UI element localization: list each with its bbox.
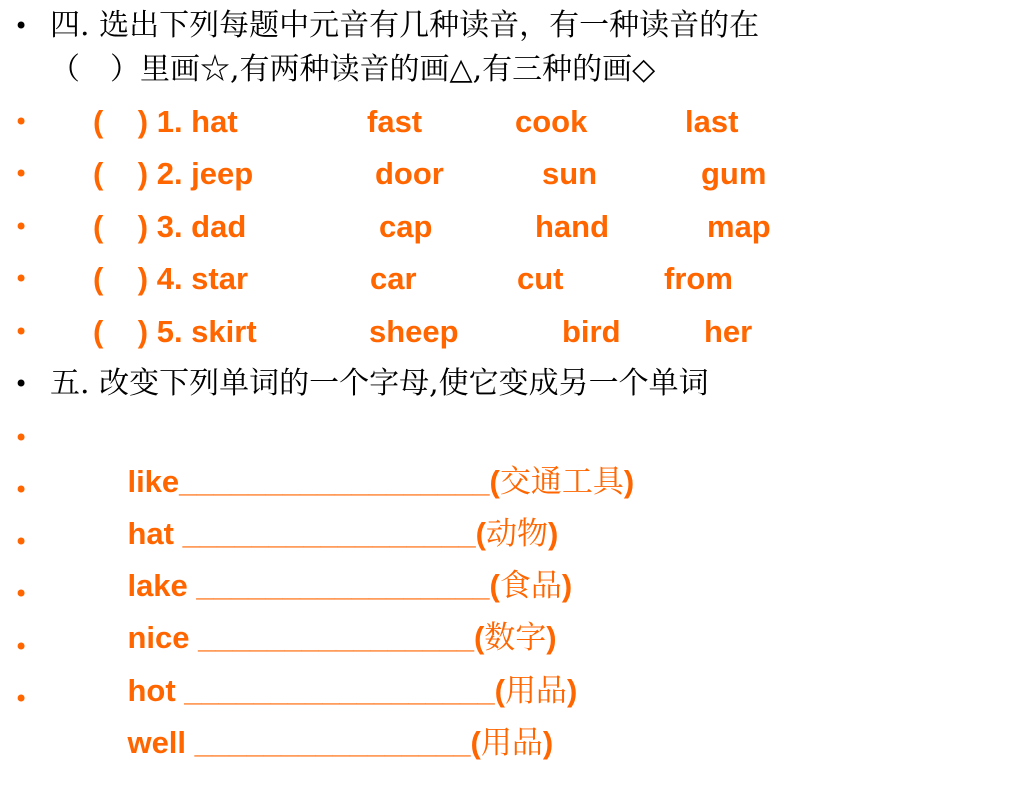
hint-open: ( [470, 725, 481, 760]
fill-hint: 用品 [504, 673, 567, 709]
item-word: car [370, 261, 417, 296]
item-word: fast [367, 104, 423, 139]
item-prefix: ( ) 3. dad [93, 209, 247, 244]
hint-close: ) [546, 620, 557, 655]
hint-open: ( [489, 464, 500, 499]
item-word: last [685, 104, 739, 139]
item-word: sheep [369, 314, 459, 349]
item-word: her [704, 314, 753, 349]
bullet: • [14, 424, 29, 452]
hint-close: ) [548, 516, 559, 551]
fill-blank: _________________ [182, 516, 476, 551]
fill-hint: 用品 [480, 725, 543, 761]
hint-close: ) [566, 673, 578, 708]
bullet: • [14, 476, 29, 504]
hint-open: ( [489, 568, 500, 603]
bullet: • [14, 12, 29, 40]
bullet: • [14, 265, 29, 293]
item-word: cut [517, 261, 564, 296]
fill-blank: __________________ [184, 673, 495, 708]
hint-open: ( [494, 673, 505, 708]
bullet: • [14, 108, 29, 136]
fill-blank: __________________ [179, 464, 490, 499]
fill-hint: 数字 [484, 620, 547, 656]
hint-open: ( [475, 516, 486, 551]
item-word: cap [379, 209, 433, 244]
fill-word: hat [127, 516, 183, 551]
item-prefix: ( ) 1. hat [93, 104, 238, 139]
item-prefix: ( ) 4. star [93, 261, 249, 296]
bullet: • [14, 528, 29, 556]
bullet: • [14, 685, 29, 713]
fill-word: nice [127, 620, 199, 655]
fill-blank: ________________ [198, 620, 474, 655]
item-prefix: ( ) 5. skirt [93, 314, 257, 349]
item-word: sun [542, 156, 598, 191]
bullet: • [14, 633, 29, 661]
bullet: • [14, 370, 29, 398]
section4-heading-line2: （ ）里画☆,有两种读音的画△,有三种的画◇ [50, 52, 656, 87]
item-word: map [707, 209, 771, 244]
bullet: • [14, 318, 29, 346]
fill-blank: _________________ [196, 568, 490, 603]
fill-hint: 交通工具 [499, 464, 624, 500]
hint-close: ) [542, 725, 554, 760]
item-word: cook [515, 104, 588, 139]
fill-word: well [127, 725, 195, 760]
fill-word: hot [127, 673, 185, 708]
item-word: gum [701, 156, 767, 191]
item-word: hand [535, 209, 610, 244]
bullet: • [14, 160, 29, 188]
section4-heading-line1: 四. 选出下列每题中元音有几种读音，有一种读音的在 [50, 8, 760, 43]
fill-hint: 动物 [486, 516, 548, 552]
fill-hint: 食品 [499, 568, 562, 604]
hint-close: ) [561, 568, 573, 603]
fill-word: lake [127, 568, 197, 603]
hint-open: ( [473, 620, 485, 655]
fill-word: like [127, 464, 180, 499]
item-word: from [664, 261, 733, 296]
bullet: • [14, 213, 29, 241]
item-prefix: ( ) 2. jeep [93, 156, 254, 191]
section5-heading-text: 五. 改变下列单词的一个字母,使它变成另一个单词 [50, 366, 709, 401]
fill-blank: ________________ [194, 725, 471, 760]
item-word: bird [562, 314, 621, 349]
bullet: • [14, 580, 29, 608]
hint-close: ) [623, 464, 635, 499]
item-word: door [375, 156, 444, 191]
